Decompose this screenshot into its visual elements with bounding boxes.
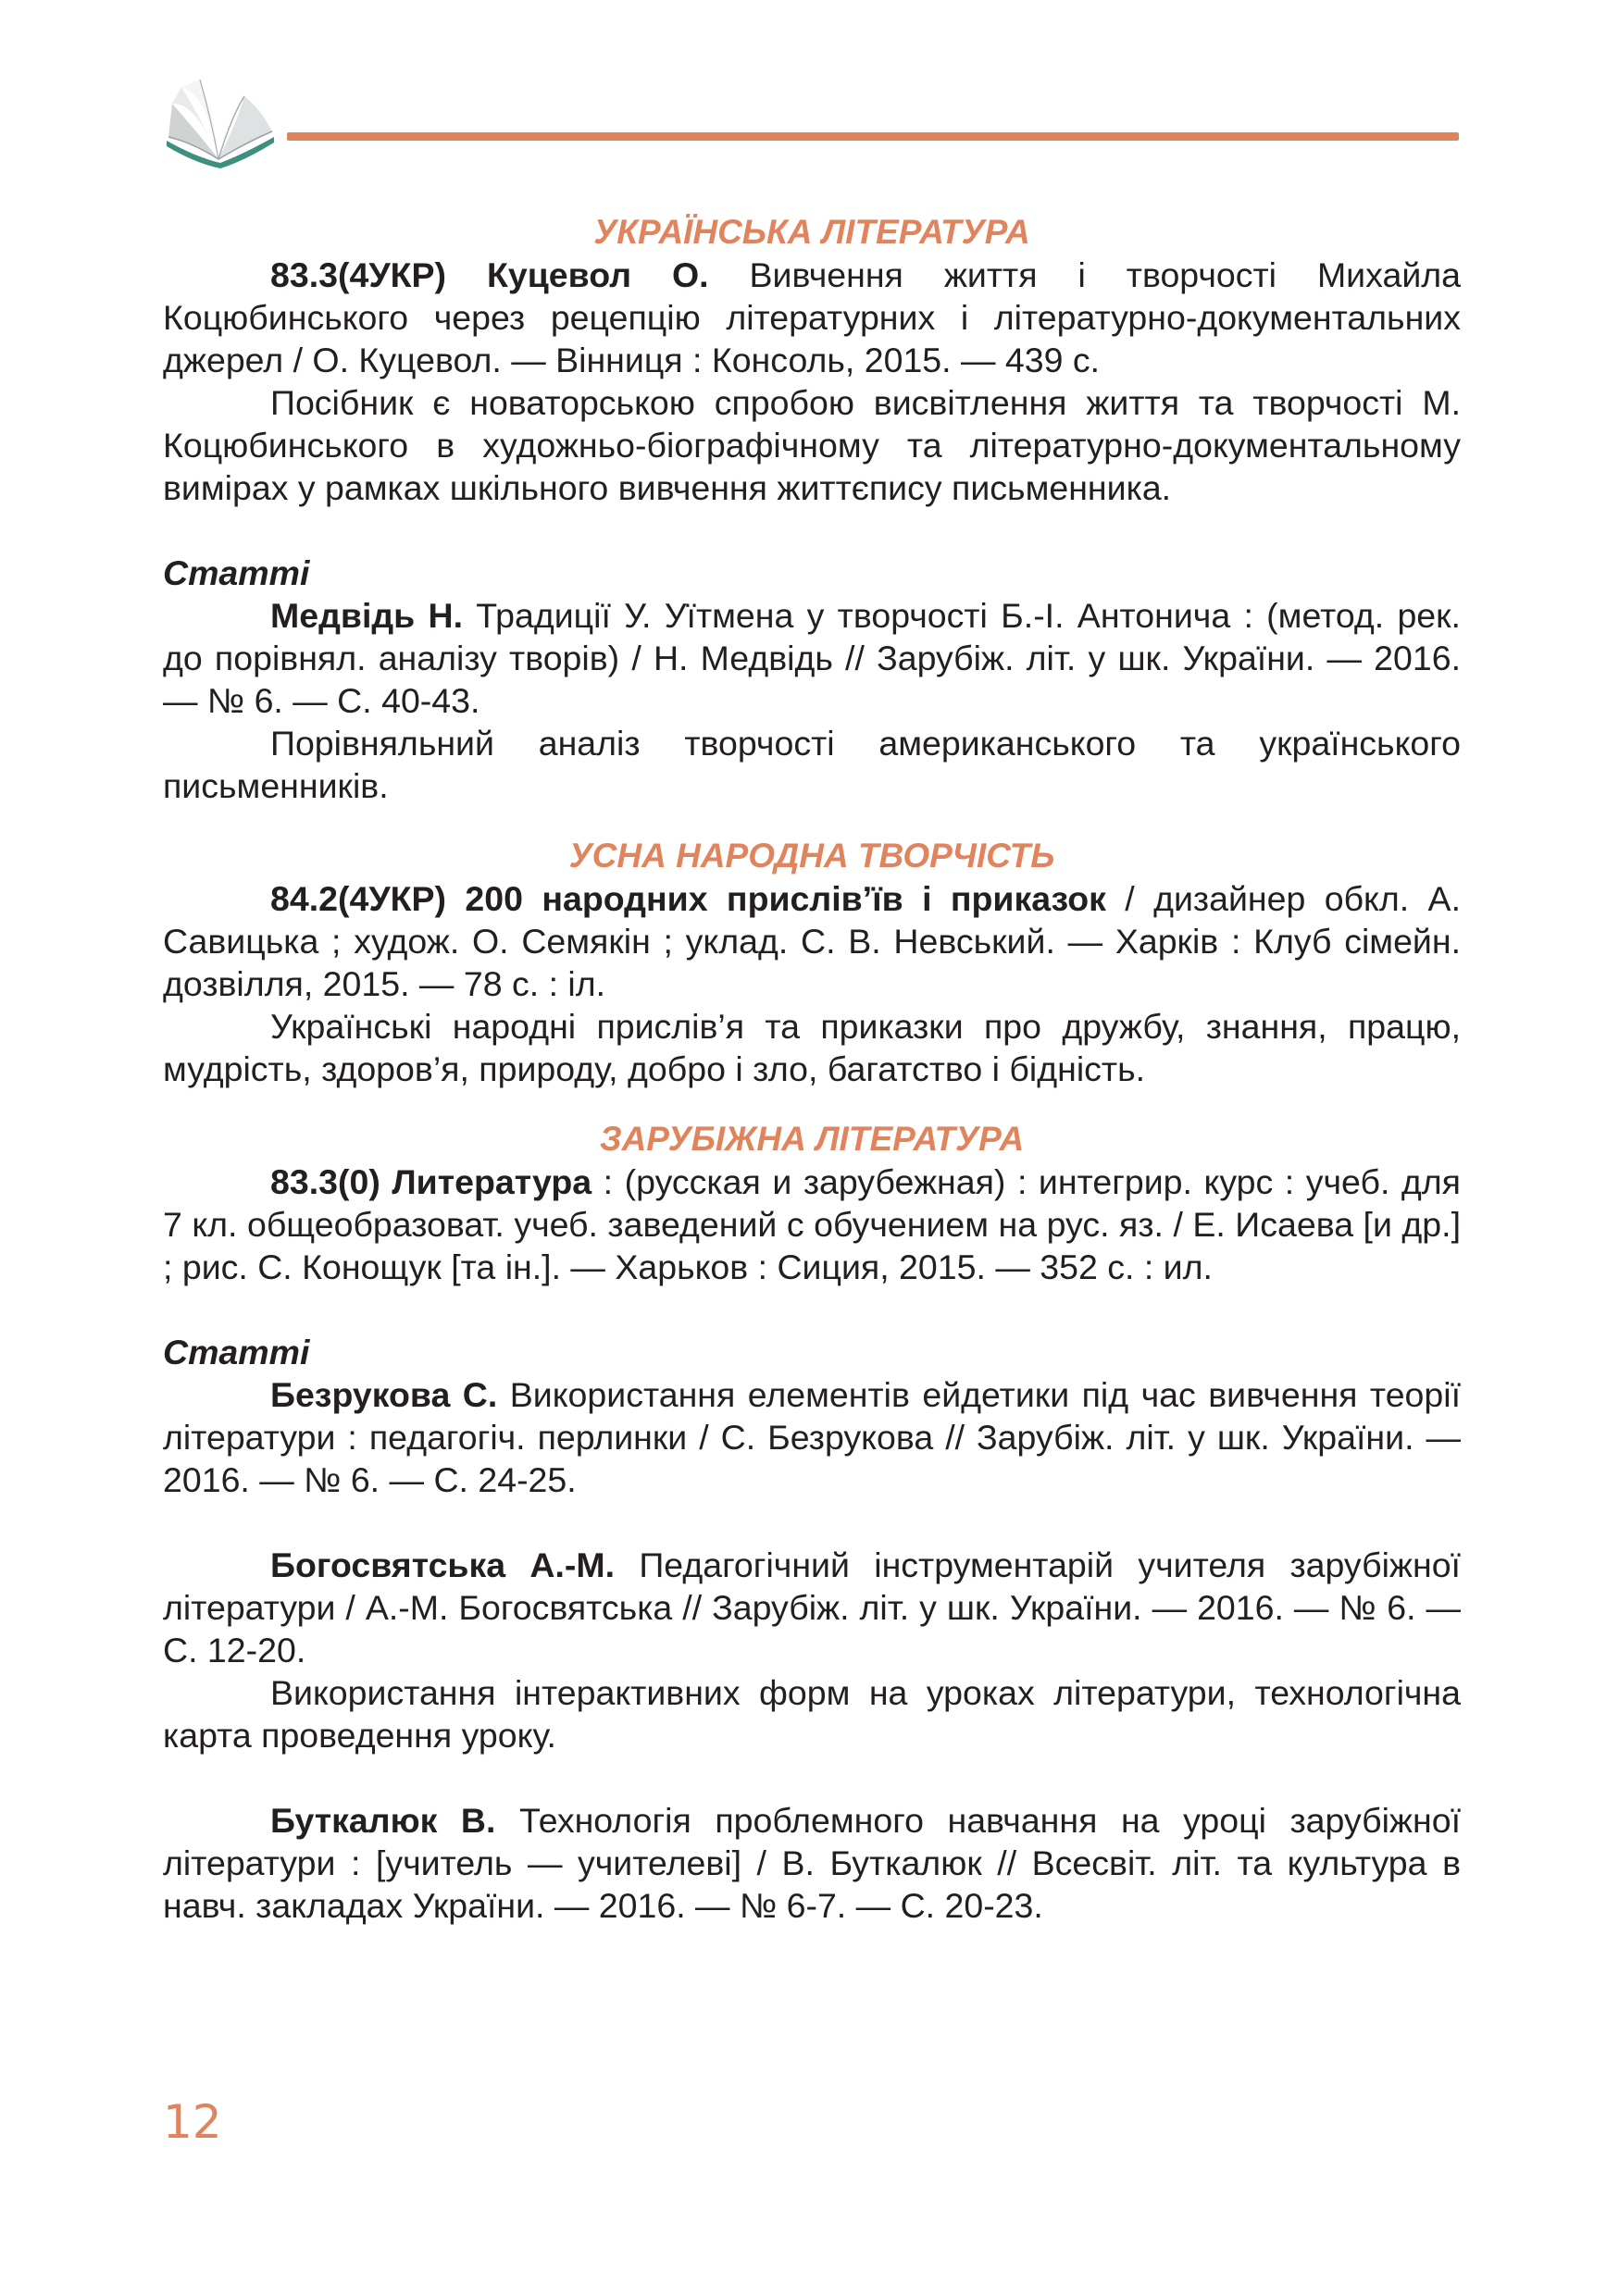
page-number: 12 — [163, 2095, 222, 2149]
open-book-icon — [159, 76, 280, 168]
entry-head: Безрукова С. — [270, 1375, 498, 1414]
entry-head: Медвідь Н. — [270, 596, 464, 635]
entry-text: Технологія проблемного навчання на уроці зарубіжної літератури : [учитель — учителеві] / В. Буткалюк // Всесвіт. літ. та культура в навч. закладах України. — 2016. — № 6-7. — С. 20-23. — [163, 1801, 1461, 1925]
entry-text: : (русская и зарубежная) : интегрир. курс : учеб. для 7 кл. общеобразоват. учеб. заведений с обучением на рус. яз. / Е. Исаева [и др.] ; рис. С. Конощук [та ін.]. — Харьков : Сиция, 2015. — 352 с. : ил. — [163, 1162, 1461, 1286]
section-title: УСНА НАРОДНА ТВОРЧІСТЬ — [568, 837, 1055, 875]
entry-text: Вивчення життя і творчості Михайла Коцюбинського через рецепцію літературних і літературно-документальних джерел / О. Куцевол. — Вінниця : Консоль, 2015. — 439 с. — [163, 255, 1461, 379]
header-rule — [287, 132, 1459, 141]
section-title: УКРАЇНСЬКА ЛІТЕРАТУРА — [593, 213, 1030, 251]
entry-annotation: Українські народні прислів’я та приказки про дружбу, знання, працю, мудрість, здоров’я, природу, добро і зло, багатство і бідність. — [163, 1007, 1461, 1088]
entry-head: Буткалюк В. — [270, 1801, 496, 1840]
entry-annotation: Посібник є новаторською спробою висвітлення життя та творчості М. Коцюбинського в художньо-біографічному та літературно-документальному вимірах у рамках шкільного вивчення життєпису письменника. — [163, 383, 1461, 507]
bib-entry — [163, 1544, 1461, 1671]
entry-head: 84.2(4УКР) 200 народних прислів’їв і приказок — [270, 879, 1106, 918]
bib-entry — [163, 1799, 1461, 1927]
bib-entry — [163, 254, 1461, 381]
entry-annotation: Використання інтерактивних форм на уроках літератури, технологічна карта проведення уроку. — [163, 1673, 1461, 1755]
document-body — [163, 211, 1461, 1927]
bib-entry — [163, 1373, 1461, 1501]
articles-label: Статті — [163, 553, 310, 592]
entry-text: Традиції У. Уїтмена у творчості Б.-І. Антонича : (метод. рек. до порівнял. аналізу творів) / Н. Медвідь // Зарубіж. літ. у шк. України. — 2016. — № 6. — С. 40-43. — [163, 596, 1461, 720]
entry-annotation: Порівняльний аналіз творчості американського та українського письменників. — [163, 724, 1461, 805]
bib-entry — [163, 1160, 1461, 1288]
entry-text: Педагогічний інструментарій учителя зарубіжної літератури / А.-М. Богосвятська // Зарубіж. літ. у шк. України. — 2016. — № 6. — С. 12-20. — [163, 1545, 1461, 1669]
bib-entry — [163, 877, 1461, 1005]
bib-entry — [163, 594, 1461, 722]
articles-label: Статті — [163, 1333, 310, 1371]
entry-text: / дизайнер обкл. А. Савицька ; худож. О. Семякін ; уклад. С. В. Невський. — Харків : Клуб сімейн. дозвілля, 2015. — 78 с. : іл. — [163, 879, 1461, 1003]
entry-head: 83.3(0) Литература — [270, 1162, 592, 1201]
entry-head: Богосвятська А.-М. — [270, 1545, 616, 1584]
entry-text: Використання елементів ейдетики під час вивчення теорії літератури : педагогіч. перлинки / С. Безрукова // Зарубіж. літ. у шк. України. — 2016. — № 6. — С. 24-25. — [163, 1375, 1462, 1499]
section-title: ЗАРУБІЖНА ЛІТЕРАТУРА — [599, 1120, 1025, 1158]
entry-head: 83.3(4УКР) Куцевол О. — [270, 255, 709, 294]
